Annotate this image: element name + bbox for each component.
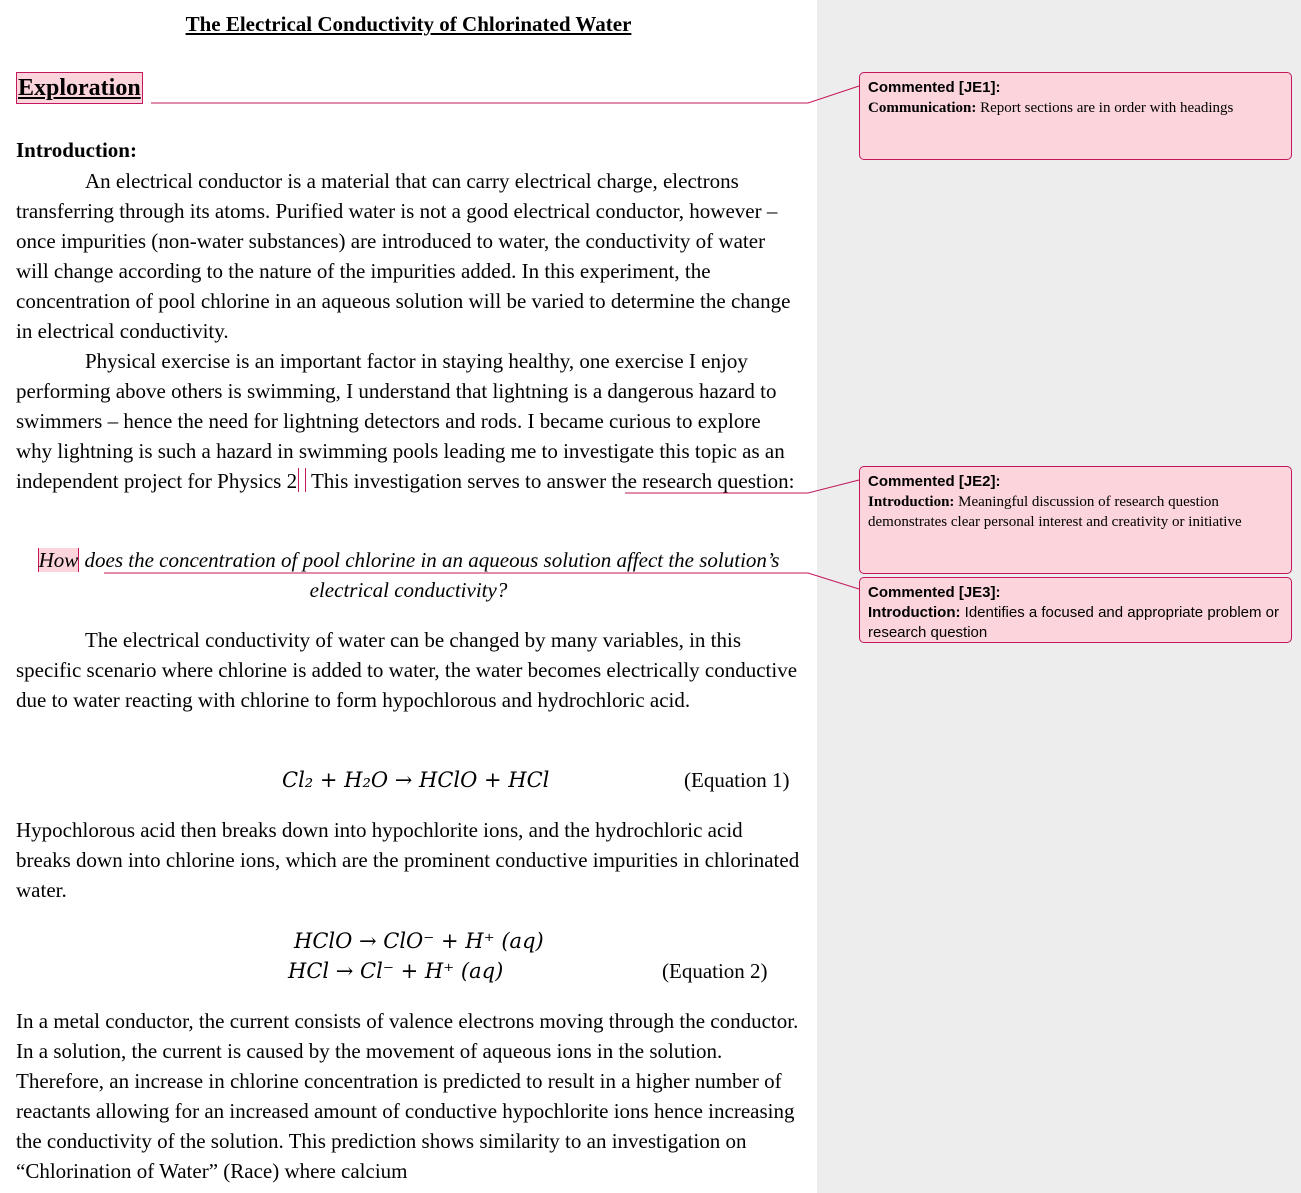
equation-1-label: (Equation 1): [684, 768, 790, 792]
paragraph-2: Physical exercise is an important factor in staying healthy, one exercise I enjoy performing above others is swimming, I understand that lightning is a dangerous hazard to swimmers – hence the need for lightning detectors and rods. I became curious to explore why lightning is such a hazard in swimming pools leading me to investigate this topic as an independent project for Physics 2 This investigation serves to answer the research question:: [16, 349, 795, 493]
comment-je3[interactable]: [859, 577, 1292, 643]
equation-2-label: (Equation 2): [662, 959, 768, 983]
comment-je1-body: Communication: Report sections are in order with headings: [868, 100, 1234, 116]
comment-je2[interactable]: [859, 466, 1292, 574]
equation-1: Cl₂ + H₂O → HClO + HCl: [282, 768, 550, 792]
paragraph-4: Hypochlorous acid then breaks down into hypochlorite ions, and the hydrochloric acid breaks down into chlorine ions, which are the prominent conductive impurities in chlorinated water.: [16, 818, 800, 902]
comment-anchor-je3[interactable]: How: [38, 548, 79, 572]
paragraph-5: In a metal conductor, the current consists of valence electrons moving through the conductor. In a solution, the current is caused by the movement of aqueous ions in the solution. Therefore, an increase in chlorine concentration is predicted to result in a higher number of reactants allowing for an increased amount of conductive hypochlorite ions hence increasing the conductivity of the solution. This prediction shows similarity to an investigation on “Chlorination of Water” (Race) where calcium: [16, 1009, 799, 1183]
comment-je1-header: Commented [JE1]:: [868, 79, 1001, 96]
comment-je2-header: Commented [JE2]:: [868, 473, 1001, 490]
introduction-heading: Introduction:: [16, 138, 137, 162]
equation-2b: HCl → Cl⁻ + H⁺ (aq): [288, 959, 504, 983]
comment-je1[interactable]: [859, 72, 1292, 160]
comment-anchor-je2[interactable]: [298, 468, 306, 492]
paragraph-3: The electrical conductivity of water can be changed by many variables, in this specific scenario where chlorine is added to water, the water becomes electrically conductive due to water reacting with chlorine to form hypochlorous and hydrochloric acid.: [16, 628, 798, 712]
paragraph-1: An electrical conductor is a material that can carry electrical charge, electrons transferring through its atoms. Purified water is not a good electrical conductor, however – once impurities (non-water substances) are introduced to water, the conductivity of water will change according to the nature of the impurities added. In this experiment, the concentration of pool chlorine in an aqueous solution will be varied to determine the change in electrical conductivity.: [16, 169, 791, 343]
comment-je2-body: Introduction: Meaningful discussion of research question demonstrates clear personal interest and creativity or initiative: [868, 494, 1242, 530]
section-heading-exploration[interactable]: Exploration: [16, 72, 143, 104]
research-question: How does the concentration of pool chlorine in an aqueous solution affect the solution’s electrical conductivity?: [38, 548, 780, 602]
comment-je3-header: Commented [JE3]:: [868, 584, 1001, 601]
comment-je3-body: Introduction: Identifies a focused and appropriate problem or research question: [868, 604, 1280, 641]
document-title: The Electrical Conductivity of Chlorinated Water: [185, 12, 632, 36]
equation-2a: HClO → ClO⁻ + H⁺ (aq): [294, 929, 544, 953]
